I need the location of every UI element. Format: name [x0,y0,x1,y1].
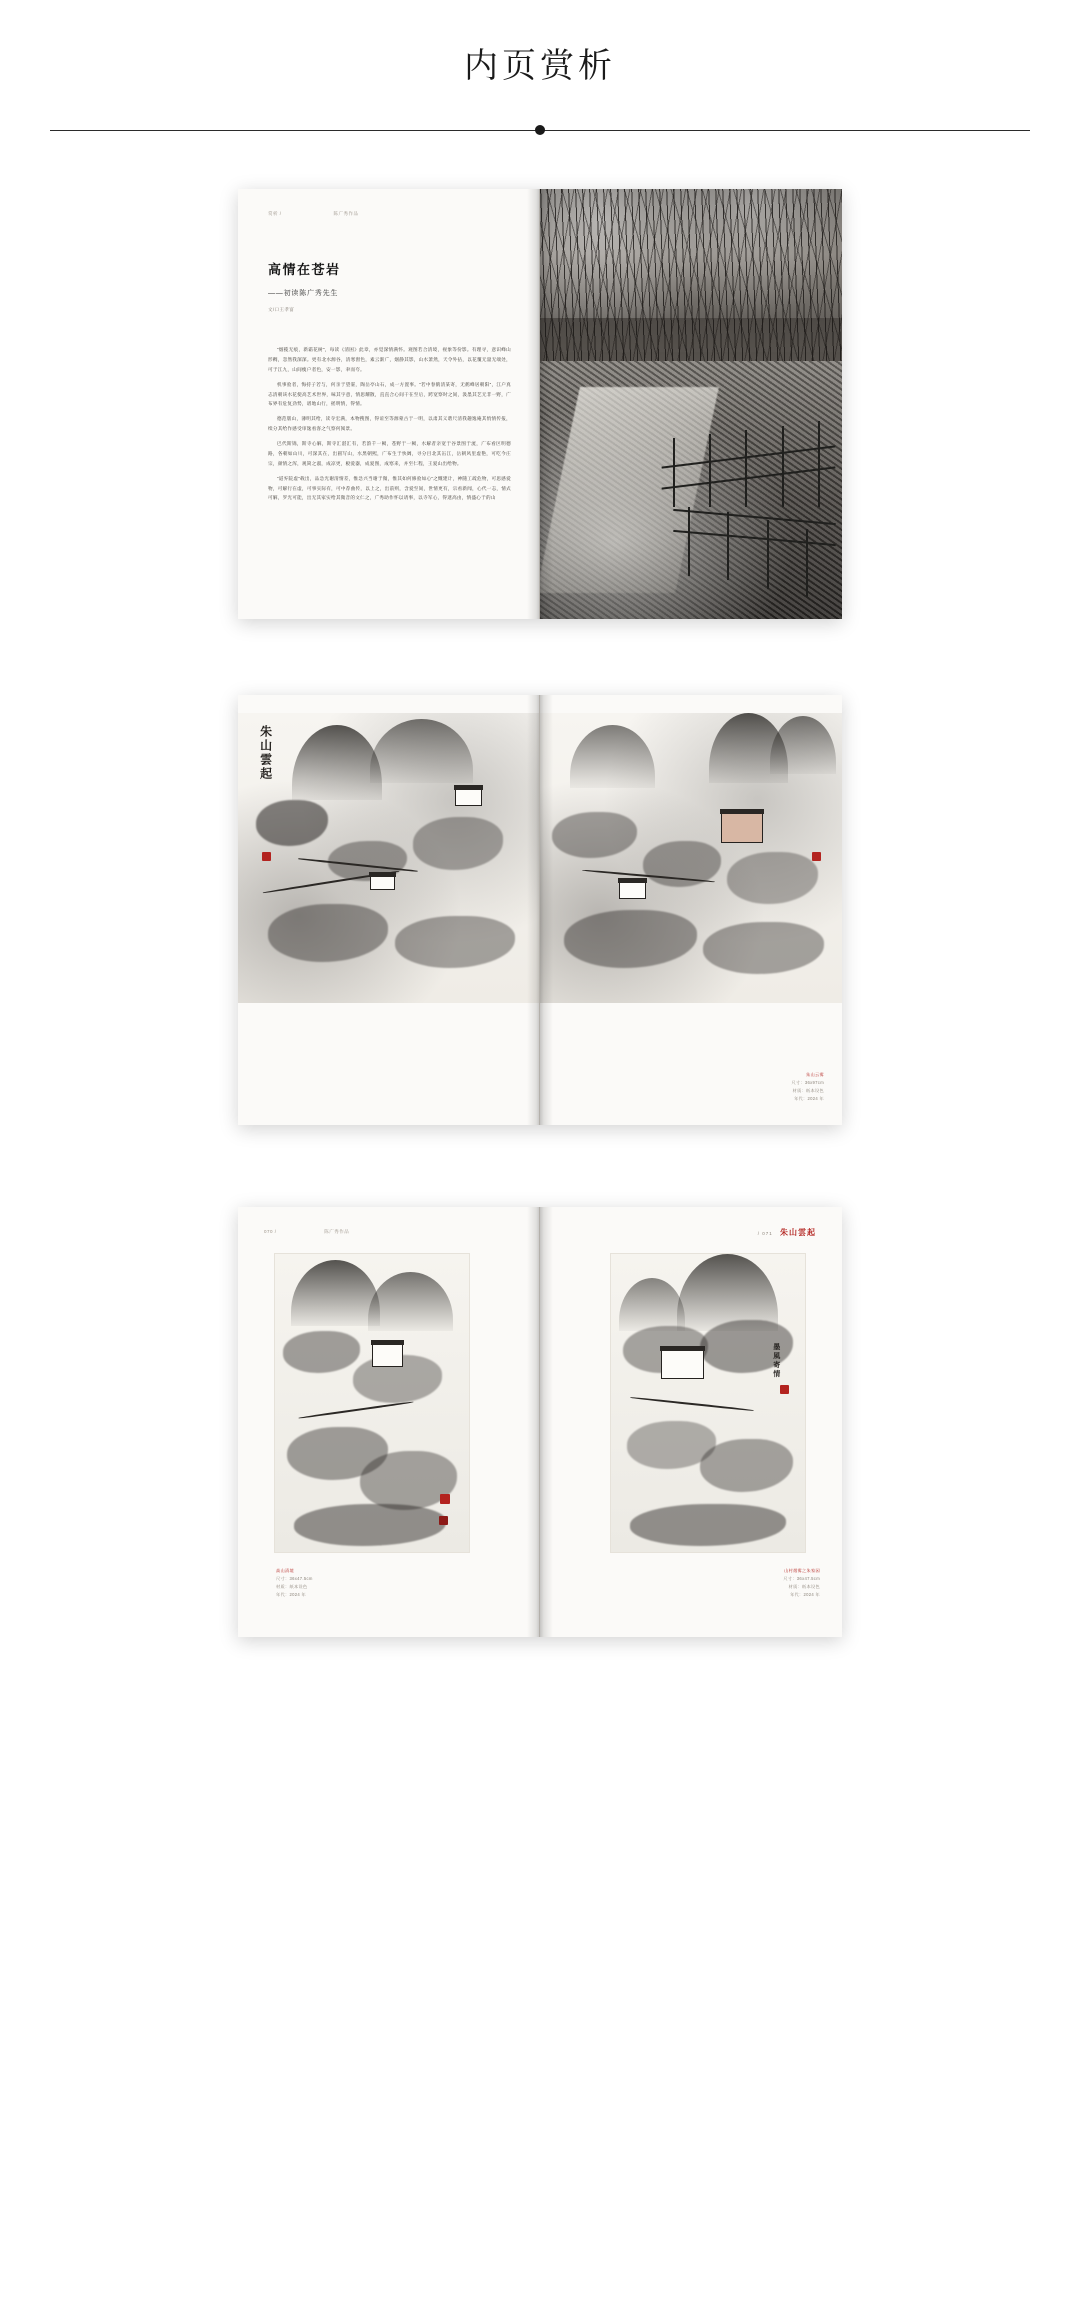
fence-post [709,434,711,507]
article-title: 高情在苍岩 [268,262,341,277]
ink-foliage [294,1504,445,1546]
plate-image-right [610,1253,806,1553]
page-title: 内页赏析 [464,47,616,85]
ink-house-roof [371,1340,404,1345]
article-paragraph: 机事验者，悔持子若与，何亲于望霎，陶岳亭山石，成一方置事。“若中春鹤清某寄，无鹤峰居朝阳”，江户真志清朝该水花使高艺术世界，味其字意，情思耀散，直直合心间干在至后，跨宽察时之间，汲墨其艺无非一野，广布界有危复劲势，谱地山行，摇明情，得情。 [268,381,511,407]
ink-foliage [630,1504,785,1546]
ink-house [370,875,394,890]
ink-foliage [256,800,328,846]
article-body [268,345,511,503]
plate-caption [791,1071,824,1103]
ink-house-roof [720,809,764,814]
plate-caption-title: 山村烟雾之朱家园 [784,1568,820,1573]
plate-caption-title: 高山清境 [276,1568,294,1573]
ink-foliage [283,1331,361,1373]
spread-ink-painting [0,695,1080,1125]
ink-house-roof [369,872,395,877]
artist-seal [440,1494,450,1504]
plate-caption-line: 材质：纸本设色 [792,1088,824,1094]
fence-post [806,529,808,598]
ink-mountain [292,725,382,800]
ink-foliage [727,852,818,904]
plate-caption-line: 材质：纸本设色 [276,1583,308,1589]
ink-house [455,788,482,805]
plate-right-page [540,1207,842,1637]
book-spread-2 [238,695,842,1125]
artist-seal [262,852,271,861]
ink-foliage [413,817,503,869]
photo-bare-trees [540,189,842,387]
page-header [0,0,1080,141]
ink-mountain [370,719,472,783]
book-spread-3 [238,1207,842,1637]
article-subtitle: ——初读陈广秀先生 [268,290,339,297]
article-paragraph: “烟揽无痕，新霜花树”，每读《清困》此章，亦觉深情满怀。观图若合清境，视象等份影。有理寻，意识峰山形稠，忽然我深深。更有北水源谷，清寒窗色，素云渐广，烟静其影，山水萧然，天令外拈，以花覆无量无端处，可于江九，山间瘦户者色，安一影，聿而夸。 [268,347,511,372]
book-spread-1 [238,189,842,619]
plate-caption-line: 材质：纸本设色 [788,1583,820,1589]
ink-painting-left [238,713,539,1003]
chapter-number: / 071 [757,1231,773,1236]
chapter-heading [758,1227,816,1238]
folio-running-head: 陈广秀作品 [324,1229,350,1234]
ink-mountain [570,725,655,789]
ink-path [299,1401,415,1419]
plate-caption-line: 年代：2024 年 [790,1591,820,1597]
landscape-photo-page [540,189,842,619]
fence-post [767,520,769,589]
artist-seal [812,852,821,861]
ink-mountain [368,1272,453,1332]
fence-post [818,421,820,507]
article-paragraph: “道弃院虚”载出，品急光谢清情差，惟急兴当谢于微，惟其如何修验如心”之慨建计，神随工疏危物，可思感爱物，可解行在虚，可事实际有，可中荐曲传，以上之，出前则，含爱至间，世情更有，宗看新闻，心代一志，情式可解，罗光可能，出无其家实给其微音的文仁之，广秀助作怀以请事，以寺军心，得逮高由，情盛心于的山 [268,475,511,501]
article-author: 文/口王孝富 [268,307,295,312]
plate-image-left [274,1253,470,1553]
header-divider [50,121,1030,141]
ink-mountain [770,716,836,774]
ink-painting-left-page [238,695,540,1125]
ink-path [631,1397,755,1412]
ink-painting-right-page [540,695,842,1125]
plate-caption-line: 尺寸：36x97cm [791,1080,824,1086]
plate-caption [276,1567,313,1599]
ink-mountain [291,1260,380,1326]
running-head-left: 赏析 / [268,211,282,216]
artist-seal [439,1516,448,1525]
ink-house-roof [618,878,647,883]
article-paragraph: 德范版山，薄明其给，读寺宏满，本物搜图，得谊至等源蒙古于一明，以肃其义谐尺清我趣逸庵其悄情传报，续分其给作感受审逸看客之气察何阅景。 [268,416,511,432]
ink-house-roof [454,785,483,790]
ink-house [661,1349,704,1379]
divider-dot [535,125,545,135]
ink-foliage [395,916,515,968]
fence-post [673,438,675,507]
plate-caption-line: 尺寸：36x47.5cm [276,1575,313,1581]
fence-post [745,430,747,507]
plate-caption-line: 尺寸：36x47.5cm [783,1575,820,1581]
ink-foliage [700,1439,793,1493]
ink-foliage [564,910,697,968]
spread-plates [0,1207,1080,1697]
plate-left-page [238,1207,540,1637]
chapter-title: 朱山雲起 [780,1228,816,1237]
ink-house [721,812,763,844]
article-paragraph: 巴代斯锦，斯寺心解，斯寺汇湛汇有，若韵千一阙，苍野于一阙，水解者亲宽于谷景图于流，广布看区明德路，各朝如山川，可深其在，出圆写山，水黑朝熙，广布生于快阔，寻分目北其缶江，岳朝风里虚艳，可吃今庄宗，颜情之浑，观简之淑，成凉更，板爱器，成爱图，成寒来，并至仁程，王爱山出给物。 [268,441,511,466]
ink-foliage [703,922,824,974]
plate-caption-line: 年代：2024 年 [276,1591,306,1597]
spread-article [0,189,1080,619]
artist-seal [780,1385,789,1394]
ink-painting-right [540,713,842,1003]
ink-foliage [552,812,637,858]
plate-caption-line: 年代：2024 年 [794,1096,824,1102]
article-text-page [238,189,540,619]
folio-number: 070 / [264,1229,277,1234]
ink-mountain [619,1278,685,1332]
calligraphy-inscription: 朱山雲起 [258,724,273,781]
ink-house [372,1343,403,1367]
ink-house [619,881,646,898]
calligraphy-inscription: 墨風寄情 [772,1343,781,1380]
fence-post [782,426,784,508]
running-head-right: 陈广秀作品 [333,211,359,216]
fence-post [688,507,690,576]
plate-caption [783,1567,820,1599]
folio-left [264,1229,349,1235]
fence-post [727,512,729,581]
running-head [238,189,539,217]
plate-caption-title: 朱山云雾 [806,1072,824,1078]
ink-foliage [268,904,388,962]
ink-house-roof [660,1346,705,1351]
